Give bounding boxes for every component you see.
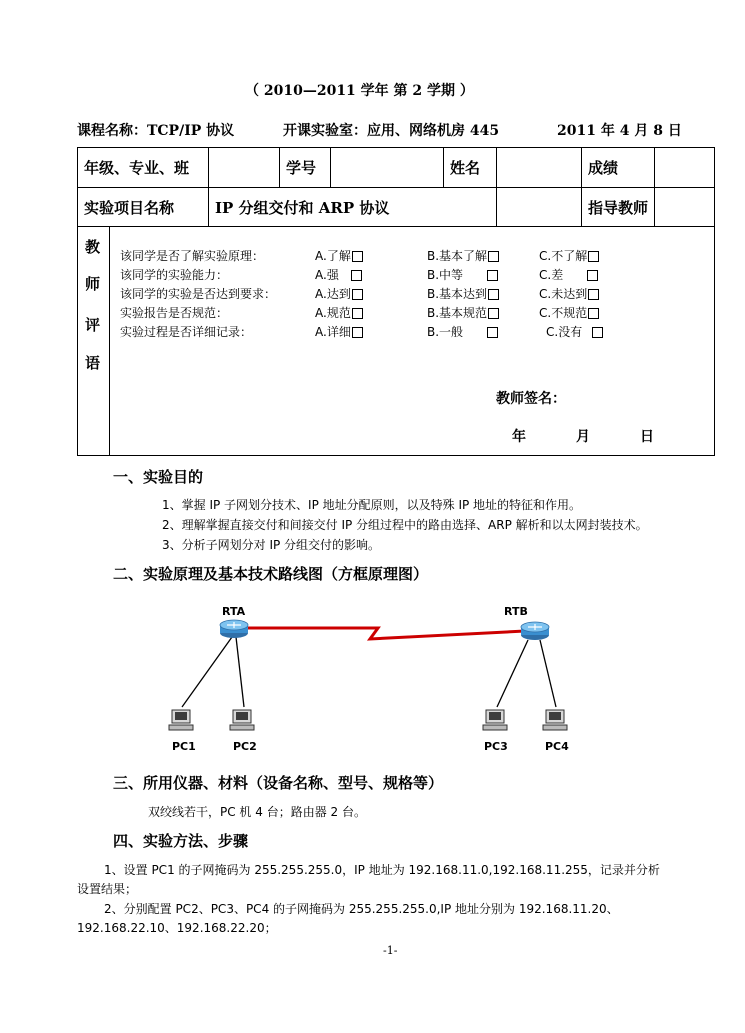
objective-2: 2、理解掌握直接交付和间接交付 IP 分组过程中的路由选择、ARP 解析和以太网封装技术。 bbox=[162, 518, 648, 532]
checkbox-icon[interactable] bbox=[352, 251, 363, 262]
router-rta-icon[interactable] bbox=[220, 620, 248, 638]
teacher-evaluation-box bbox=[77, 226, 715, 456]
network-topology-diagram bbox=[0, 595, 745, 765]
option-label: C.差 bbox=[539, 268, 564, 282]
checkbox-icon[interactable] bbox=[592, 327, 603, 338]
info-table bbox=[77, 147, 715, 227]
step-1-line-1: 1、设置 PC1 的子网掩码为 255.255.255.0，IP 地址为 192.168.11.0,192.168.11.255，记录并分析 bbox=[104, 863, 660, 877]
eval-question-2: 该同学的实验能力： bbox=[120, 268, 229, 282]
checkbox-icon[interactable] bbox=[588, 289, 599, 300]
section-3-title: 三、所用仪器、材料（设备名称、型号、规格等） bbox=[113, 774, 444, 792]
option-label: C.未达到 bbox=[539, 287, 588, 301]
checkbox-icon[interactable] bbox=[488, 308, 499, 319]
step-2-line-2: 192.168.22.10、192.168.22.20； bbox=[77, 921, 277, 935]
router-rtb-icon[interactable] bbox=[521, 622, 549, 640]
eval-option-3c[interactable] bbox=[539, 285, 599, 302]
checkbox-icon[interactable] bbox=[588, 251, 599, 262]
eval-option-5a[interactable] bbox=[315, 323, 363, 340]
sign-year: 年 bbox=[512, 429, 526, 445]
checkbox-icon[interactable] bbox=[487, 327, 498, 338]
option-label: B.中等 bbox=[427, 268, 464, 282]
section-2-title: 二、实验原理及基本技术路线图（方框原理图） bbox=[113, 565, 429, 583]
rtb-label: RTB bbox=[504, 605, 528, 618]
step-2-line-1: 2、分别配置 PC2、PC3、PC4 的子网掩码为 255.255.255.0,IP 地址分别为 192.168.11.20、 bbox=[104, 902, 619, 916]
page-number: -1- bbox=[383, 944, 398, 957]
eval-option-2c[interactable] bbox=[539, 266, 598, 283]
option-label: A.规范 bbox=[315, 306, 351, 320]
eval-question-4: 实验报告是否规范： bbox=[120, 306, 229, 320]
ethernet-links bbox=[182, 637, 556, 707]
teacher-signature-label: 教师签名： bbox=[496, 391, 566, 407]
step-1-line-2: 设置结果； bbox=[77, 882, 138, 896]
checkbox-icon[interactable] bbox=[587, 270, 598, 281]
eval-option-4a[interactable] bbox=[315, 304, 363, 321]
checkbox-icon[interactable] bbox=[351, 270, 362, 281]
option-label: A.达到 bbox=[315, 287, 351, 301]
eval-option-3b[interactable] bbox=[427, 285, 499, 302]
class-cell[interactable] bbox=[209, 148, 280, 188]
checkbox-icon[interactable] bbox=[352, 289, 363, 300]
student-id-label: 学号 bbox=[280, 148, 331, 188]
pc3-label: PC3 bbox=[484, 740, 508, 753]
checkbox-icon[interactable] bbox=[487, 270, 498, 281]
section-1-title: 一、实验目的 bbox=[113, 468, 204, 486]
eval-option-1a[interactable] bbox=[315, 247, 363, 264]
course-name: 课程名称：TCP/IP 协议 bbox=[77, 123, 235, 139]
project-label: 实验项目名称 bbox=[78, 188, 209, 227]
objective-3: 3、分析子网划分对 IP 分组交付的影响。 bbox=[162, 538, 381, 552]
rta-label: RTA bbox=[222, 605, 246, 618]
eval-option-3a[interactable] bbox=[315, 285, 363, 302]
option-label: C.没有 bbox=[546, 325, 583, 339]
option-label: B.一般 bbox=[427, 325, 464, 339]
lab-room: 开课实验室：应用、网络机房 445 bbox=[283, 123, 500, 139]
score-cell[interactable] bbox=[655, 148, 715, 188]
eval-option-1c[interactable] bbox=[539, 247, 599, 264]
option-label: B.基本规范 bbox=[427, 306, 488, 320]
checkbox-icon[interactable] bbox=[488, 289, 499, 300]
eval-option-4b[interactable] bbox=[427, 304, 499, 321]
eval-option-2b[interactable] bbox=[427, 266, 498, 283]
objective-1: 1、掌握 IP 子网划分技术、IP 地址分配原则，以及特殊 IP 地址的特征和作用。 bbox=[162, 498, 582, 512]
teacher-cell[interactable] bbox=[655, 188, 715, 227]
option-label: A.强 bbox=[315, 268, 339, 282]
option-label: C.不规范 bbox=[539, 306, 588, 320]
materials-text: 双绞线若干，PC 机 4 台；路由器 2 台。 bbox=[148, 805, 366, 819]
score-label: 成绩 bbox=[582, 148, 655, 188]
checkbox-icon[interactable] bbox=[352, 308, 363, 319]
side-char-1: 教 bbox=[85, 238, 101, 256]
option-label: B.基本了解 bbox=[427, 249, 488, 263]
project-value: IP 分组交付和 ARP 协议 bbox=[209, 188, 497, 227]
link-rta-pc2 bbox=[236, 637, 244, 707]
pc4-label: PC4 bbox=[545, 740, 569, 753]
report-date: 2011 年 4 月 8 日 bbox=[557, 123, 682, 139]
option-label: A.详细 bbox=[315, 325, 351, 339]
eval-question-3: 该同学的实验是否达到要求： bbox=[120, 287, 277, 301]
class-label: 年级、专业、班 bbox=[78, 148, 209, 188]
eval-option-5b[interactable] bbox=[427, 323, 498, 340]
teacher-label: 指导教师 bbox=[582, 188, 655, 227]
option-label: B.基本达到 bbox=[427, 287, 488, 301]
pc4-icon[interactable] bbox=[543, 710, 567, 730]
pc3-icon[interactable] bbox=[483, 710, 507, 730]
checkbox-icon[interactable] bbox=[488, 251, 499, 262]
eval-question-1: 该同学是否了解实验原理： bbox=[120, 249, 265, 263]
eval-question-5: 实验过程是否详细记录： bbox=[120, 325, 253, 339]
serial-link bbox=[248, 628, 525, 639]
pc2-label: PC2 bbox=[233, 740, 257, 753]
sign-day: 日 bbox=[640, 429, 654, 445]
eval-option-2a[interactable] bbox=[315, 266, 362, 283]
evaluation-side-column bbox=[78, 226, 110, 455]
option-label: A.了解 bbox=[315, 249, 351, 263]
term-heading: （ 2010—2011 学年 第 2 学期 ） bbox=[245, 83, 474, 99]
side-char-4: 语 bbox=[85, 354, 101, 372]
eval-option-1b[interactable] bbox=[427, 247, 499, 264]
option-label: C.不了解 bbox=[539, 249, 588, 263]
name-cell[interactable] bbox=[497, 148, 582, 188]
link-rta-pc1 bbox=[182, 637, 232, 707]
pc1-label: PC1 bbox=[172, 740, 196, 753]
link-rtb-pc4 bbox=[540, 640, 556, 707]
eval-option-4c[interactable] bbox=[539, 304, 599, 321]
checkbox-icon[interactable] bbox=[352, 327, 363, 338]
pc1-icon[interactable] bbox=[169, 710, 193, 730]
section-4-title: 四、实验方法、步骤 bbox=[113, 832, 249, 850]
side-char-3: 评 bbox=[85, 316, 101, 334]
sign-month: 月 bbox=[576, 429, 590, 445]
name-label: 姓名 bbox=[444, 148, 497, 188]
link-rtb-pc3 bbox=[497, 640, 528, 707]
side-char-2: 师 bbox=[85, 275, 101, 293]
eval-option-5c[interactable] bbox=[546, 323, 603, 340]
checkbox-icon[interactable] bbox=[588, 308, 599, 319]
pc2-icon[interactable] bbox=[230, 710, 254, 730]
student-id-cell[interactable] bbox=[331, 148, 444, 188]
